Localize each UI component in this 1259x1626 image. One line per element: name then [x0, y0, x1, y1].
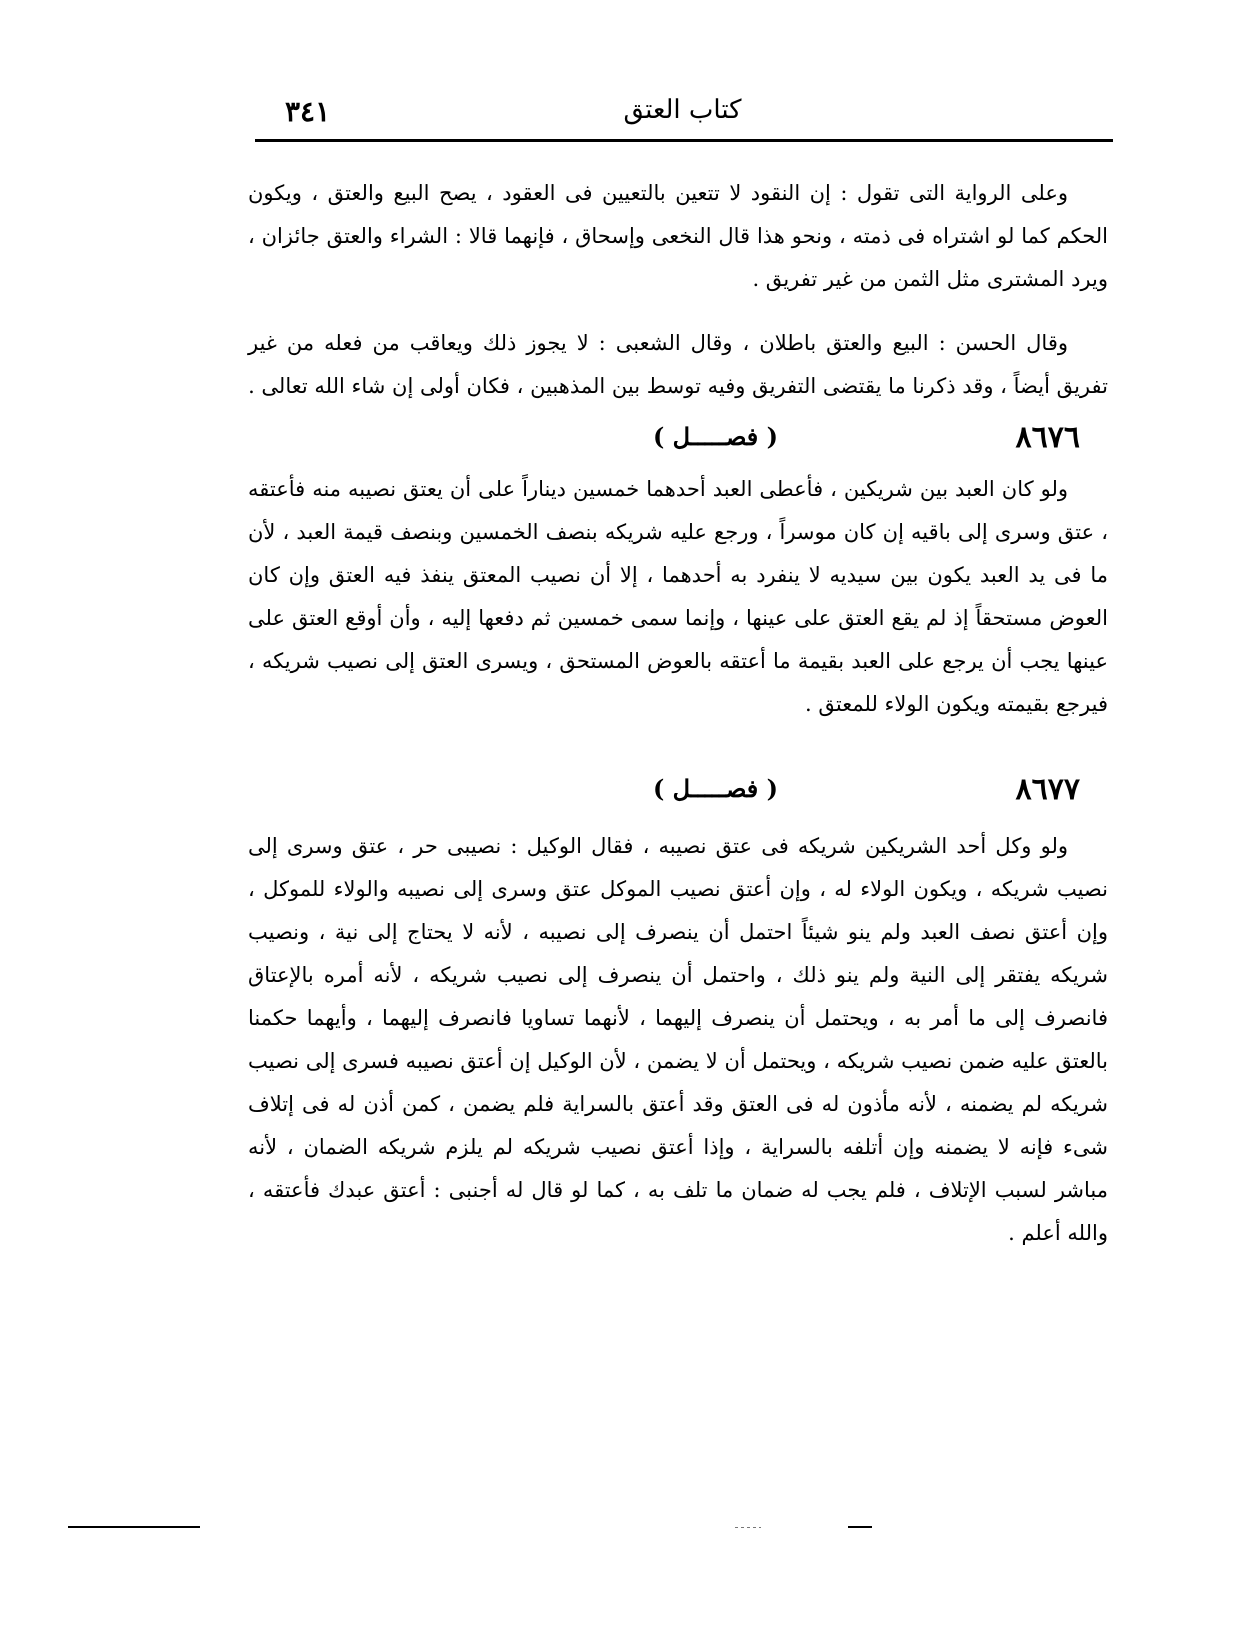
section-number: ٨٦٧٧	[1015, 772, 1080, 807]
paragraph: ولو وكل أحد الشريكين شريكه فى عتق نصيبه ، فقال الوكيل : نصيبى حر ، عتق وسرى إلى نصيب شريكه ، ويكون الولاء له ، وإن أعتق نصيب الموكل عتق وسرى إلى نصيبه والولاء للموكل ، وإن أعتق نصف العبد ولم ينو شيئاً احتمل أن ينصرف إلى نصيبه ، لأنه لا يحتاج إلى نية ، ونصيب شريكه يفتقر إلى النية ولم ينو ذلك ، واحتمل أن ينصرف إلى نصيب شريكه ، لأنه أمره بالإعتاق فانصرف إلى ما أمر به ، ويحتمل أن ينصرف إليهما ، لأنهما تساويا فانصرف إليهما ، وأيهما حكمنا بالعتق عليه ضمن نصيب شريكه ، ويحتمل أن لا يضمن ، لأن الوكيل إن أعتق نصيبه فسرى إلى نصيب شريكه لم يضمنه ، لأنه مأذون له فى العتق وقد أعتق بالسراية فلم يضمن ، كمن أذن له فى إتلاف شىء فإنه لا يضمنه وإن أتلفه بالسراية ، وإذا أعتق نصيب شريكه لم يلزم شريكه الضمان ، لأنه مباشر لسبب الإتلاف ، فلم يجب له ضمان ما تلف به ، كما لو قال له أجنبى : أعتق عبدك فأعتقه ، والله أعلم .	[248, 834, 1108, 1245]
paragraph: وعلى الرواية التى تقول : إن النقود لا تتعين بالتعيين فى العقود ، يصح البيع والعتق ، ويكون الحكم كما لو اشتراه فى ذمته ، ونحو هذا قال النخعى وإسحاق ، فإنهما قالا : الشراء والعتق جائزان ، ويرد المشترى مثل الثمن من غير تفريق .	[248, 181, 1108, 291]
running-title: كتاب العتق	[623, 95, 742, 125]
footnote-rule	[68, 1526, 200, 1528]
section-number: ٨٦٧٦	[1015, 420, 1080, 455]
section-heading	[248, 420, 1108, 464]
paragraph: ولو كان العبد بين شريكين ، فأعطى العبد أحدهما خمسين ديناراً على أن يعتق نصيبه منه فأعتقه ، عتق وسرى إلى باقيه إن كان موسراً ، ورجع عليه شريكه بنصف الخمسين وبنصف قيمة العبد ، لأن ما فى يد العبد يكون بين سيديه لا ينفرد به أحدهما ، إلا أن نصيب المعتق ينفذ فيه العتق وإن كان العوض مستحقاً إذ لم يقع العتق على عينها ، وإنما سمى خمسين ثم دفعها إليه ، وأن أوقع العتق على عينها يجب أن يرجع على العبد بقيمة ما أعتقه بالعوض المستحق ، ويسرى العتق إلى نصيب شريكه ، فيرجع بقيمته ويكون الولاء للمعتق .	[248, 477, 1108, 716]
page-number: ٣٤١	[285, 95, 331, 128]
page-header	[255, 95, 1110, 141]
header-rule	[255, 139, 1113, 142]
footer-mark	[848, 1526, 872, 1528]
paragraph-block	[248, 322, 1108, 408]
paragraph-block	[248, 468, 1108, 726]
section-heading	[248, 772, 1108, 816]
paragraph-block	[248, 172, 1108, 301]
paragraph: وقال الحسن : البيع والعتق باطلان ، وقال الشعبى : لا يجوز ذلك ويعاقب من فعله من غير تفريق أيضاً ، وقد ذكرنا ما يقتضى التفريق وفيه توسط بين المذهبين ، فكان أولى إن شاء الله تعالى .	[248, 331, 1108, 398]
section-label: ( فصـــــل )	[652, 774, 778, 803]
footer-dots	[735, 1527, 761, 1528]
section-label: ( فصـــــل )	[652, 422, 778, 451]
paragraph-block	[248, 825, 1108, 1255]
